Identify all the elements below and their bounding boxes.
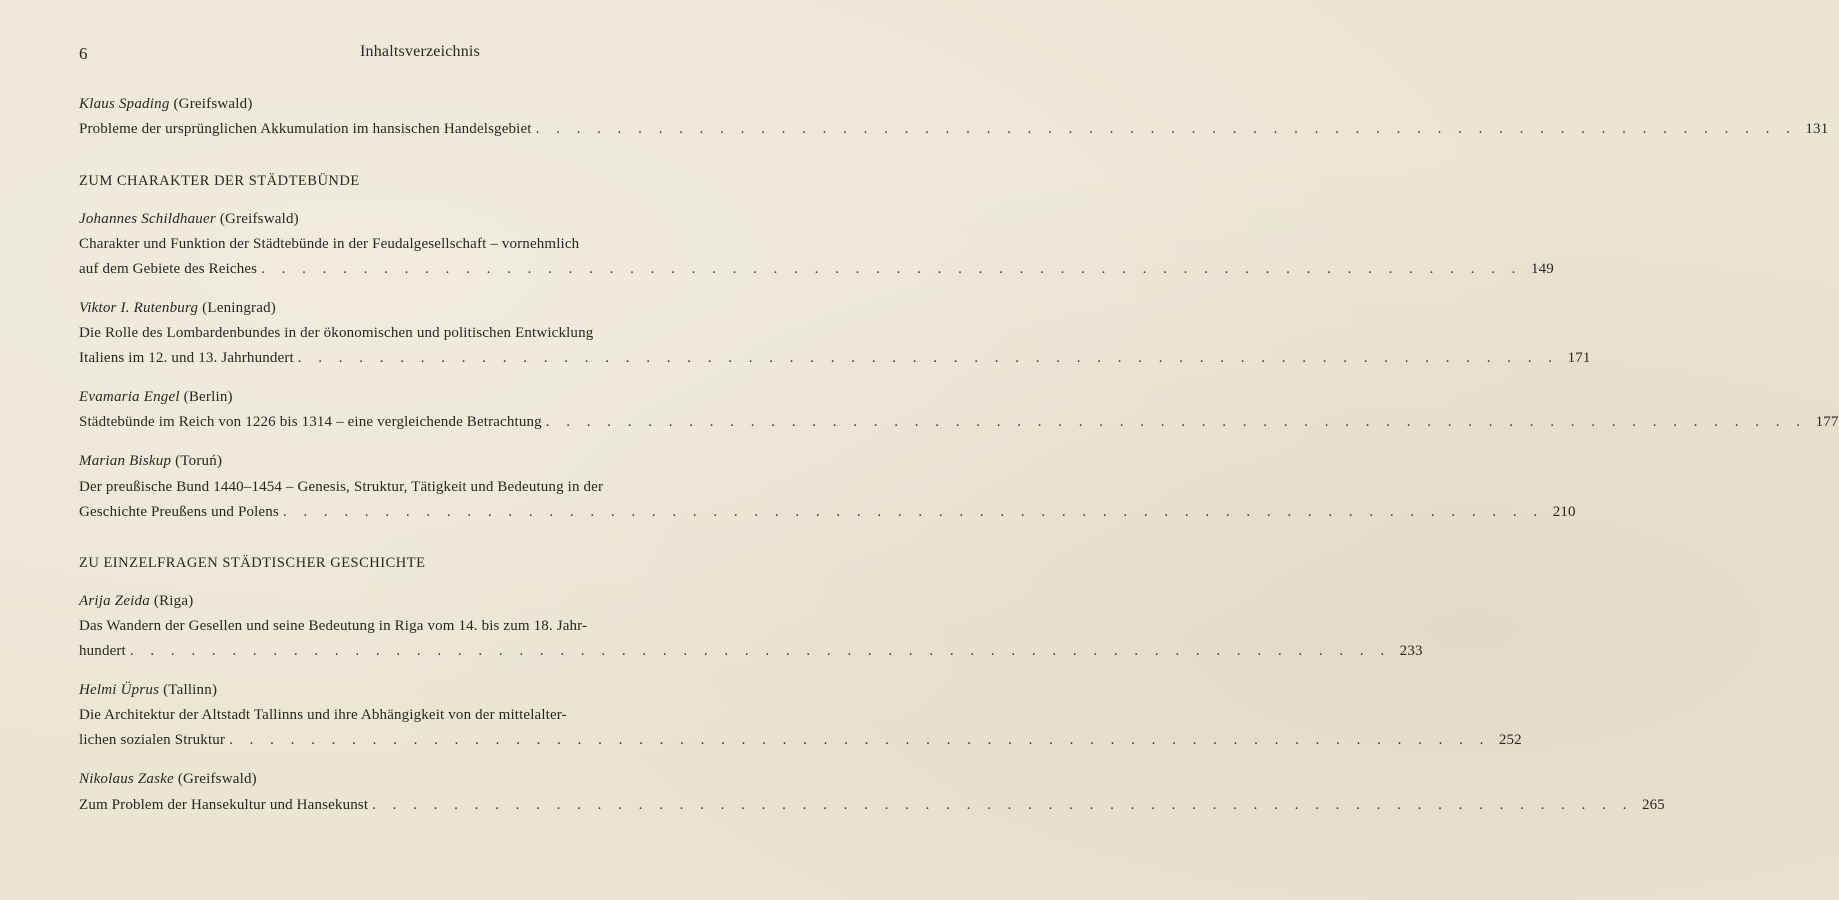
section-heading: ZUM CHARAKTER DER STÄDTEBÜNDE	[79, 173, 360, 189]
entry-title: Städtebünde im Reich von 1226 bis 1314 – eine vergleichende Betrachtung	[79, 414, 542, 430]
page-number: 6	[79, 44, 88, 63]
entry-title: hundert	[79, 643, 126, 659]
entry-title-line: Das Wandern der Gesellen und seine Bedeutung in Riga vom 14. bis zum 18. Jahr-	[79, 618, 588, 634]
dot-leader: . . . . . . . . . . . . . . . . . . . . . . . . . . . . . . . . . . . . . . . . . . . . . . . . . . . . . . . . . . . . . .	[261, 261, 1522, 277]
toc-entry[interactable]	[79, 643, 1423, 660]
dot-leader: . . . . . . . . . . . . . . . . . . . . . . . . . . . . . . . . . . . . . . . . . . . . . . . . . . . . . . . . . . . . . .	[229, 732, 1490, 748]
entry-page-number: 233	[1399, 643, 1423, 659]
entry-title-line: Die Architektur der Altstadt Tallinns und ihre Abhängigkeit von der mittelalter-	[79, 707, 567, 723]
entry-title: Zum Problem der Hansekultur und Hansekunst	[79, 797, 369, 813]
toc-entry[interactable]	[79, 121, 1829, 138]
author-name: Viktor I. Rutenburg	[79, 300, 199, 316]
author-affiliation: (Berlin)	[183, 389, 233, 405]
entry-title: auf dem Gebiete des Reiches	[79, 261, 258, 277]
entry-author-line	[79, 389, 233, 406]
dot-leader: . . . . . . . . . . . . . . . . . . . . . . . . . . . . . . . . . . . . . . . . . . . . . . . . . . . . . . . . . . . . . .	[282, 504, 1544, 520]
entry-author-line	[79, 96, 253, 113]
author-name: Johannes Schildhauer	[79, 211, 216, 227]
dot-leader: . . . . . . . . . . . . . . . . . . . . . . . . . . . . . . . . . . . . . . . . . . . . . . . . . . . . . . . . . . . . . .	[129, 643, 1391, 659]
toc-entry[interactable]	[79, 504, 1576, 521]
running-head: Inhaltsverzeichnis	[360, 43, 480, 60]
toc-entry[interactable]	[79, 414, 1839, 431]
author-name: Nikolaus Zaske	[79, 771, 174, 787]
dot-leader: . . . . . . . . . . . . . . . . . . . . . . . . . . . . . . . . . . . . . . . . . . . . . . . . . . . . . . . . . . . . . .	[535, 121, 1797, 137]
entry-title-line: Die Rolle des Lombardenbundes in der ökonomischen und politischen Entwicklung	[79, 325, 594, 341]
author-affiliation: (Tallinn)	[163, 682, 218, 698]
toc-entry[interactable]	[79, 732, 1522, 749]
entry-page-number: 265	[1641, 797, 1665, 813]
entry-title-line: Der preußische Bund 1440–1454 – Genesis, Struktur, Tätigkeit und Bedeutung in der	[79, 479, 604, 495]
entry-title: lichen sozialen Struktur	[79, 732, 226, 748]
author-name: Marian Biskup	[79, 453, 172, 469]
author-name: Evamaria Engel	[79, 389, 180, 405]
author-affiliation: (Riga)	[153, 593, 194, 609]
entry-page-number: 177	[1815, 414, 1839, 430]
entry-author-line	[79, 682, 217, 699]
entry-page-number: 210	[1552, 504, 1576, 520]
entry-page-number: 149	[1530, 261, 1554, 277]
entry-page-number: 171	[1567, 350, 1591, 366]
author-name: Arija Zeida	[79, 593, 150, 609]
entry-title: Italiens im 12. und 13. Jahrhundert	[79, 350, 294, 366]
author-affiliation: (Greifswald)	[177, 771, 257, 787]
author-affiliation: (Greifswald)	[219, 211, 299, 227]
dot-leader: . . . . . . . . . . . . . . . . . . . . . . . . . . . . . . . . . . . . . . . . . . . . . . . . . . . . . . . . . . . . . .	[372, 797, 1633, 813]
entry-title-line: Charakter und Funktion der Städtebünde in der Feudalgesellschaft – vornehmlich	[79, 236, 580, 252]
entry-title: Geschichte Preußens und Polens	[79, 504, 279, 520]
entry-page-number: 131	[1805, 121, 1829, 137]
author-name: Helmi Üprus	[79, 682, 160, 698]
toc-entry[interactable]	[79, 797, 1665, 814]
entry-title: Probleme der ursprünglichen Akkumulation im hansischen Handelsgebiet	[79, 121, 532, 137]
toc-entry[interactable]	[79, 261, 1554, 278]
entry-author-line	[79, 300, 276, 317]
author-affiliation: (Toruń)	[175, 453, 223, 469]
entry-author-line	[79, 593, 193, 610]
author-name: Klaus Spading	[79, 96, 170, 112]
entry-author-line	[79, 453, 222, 470]
dot-leader: . . . . . . . . . . . . . . . . . . . . . . . . . . . . . . . . . . . . . . . . . . . . . . . . . . . . . . . . . . . . . .	[297, 350, 1559, 366]
entry-author-line	[79, 211, 299, 228]
entry-page-number: 252	[1498, 732, 1522, 748]
dot-leader: . . . . . . . . . . . . . . . . . . . . . . . . . . . . . . . . . . . . . . . . . . . . . . . . . . . . . . . . . . . . . .	[545, 414, 1807, 430]
author-affiliation: (Leningrad)	[202, 300, 276, 316]
entry-author-line	[79, 771, 257, 788]
toc-entry[interactable]	[79, 350, 1591, 367]
author-affiliation: (Greifswald)	[173, 96, 253, 112]
section-heading: ZU EINZELFRAGEN STÄDTISCHER GESCHICHTE	[79, 555, 426, 571]
